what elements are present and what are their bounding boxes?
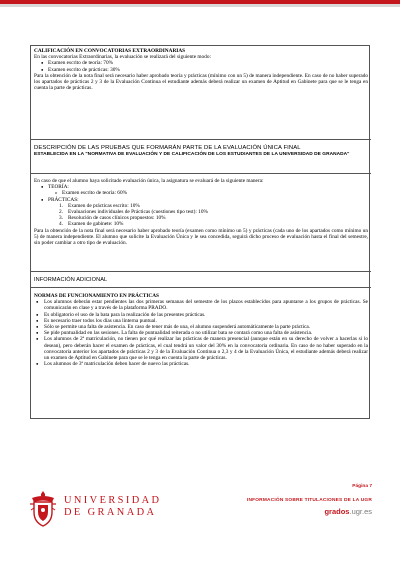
- extraordinary-intro: En las convocatorias Extraordinarias, la evaluación se realizará del siguiente modo:: [34, 54, 211, 61]
- extraordinary-title: CALIFICACIÓN EN CONVOCATORIAS EXTRAORDINARIAS: [34, 48, 186, 54]
- single-eval-title: DESCRIPCIÓN DE LAS PRUEBAS QUE FORMARÁN PARTE DE LA EVALUACIÓN ÚNICA FINAL: [34, 145, 301, 151]
- list-item: ● Es obligatorio el uso de la bata para la realización de las presentes prácticas.: [44, 312, 368, 318]
- list-item: ● Los alumnos de 3ª matriculación deben hacer de nuevo las prácticas.: [44, 361, 368, 367]
- rules-title: NORMAS DE FUNCIONAMIENTO EN PRÁCTICAS: [34, 293, 159, 299]
- list-item: ● Es necesario traer todos los días una linterna puntual.: [44, 318, 368, 324]
- item-number: 2.: [59, 209, 63, 216]
- list-item: ● Examen escrito de prácticas: 30%: [48, 67, 368, 73]
- list-item: ● Sólo se permite una falta de asistencia. En caso de tener más de una, el alumno suspenderá automáticamente la parte práctica.: [44, 324, 368, 330]
- practice-sublist: [48, 203, 368, 228]
- item-number: 1.: [59, 202, 63, 209]
- content-table: [30, 45, 370, 419]
- list-item: ● Se pide puntualidad en las sesiones. La falta de puntualidad reiterada o no utilizar bata se contará como una falta de asistencia.: [44, 330, 368, 336]
- extraordinary-section: [31, 46, 371, 140]
- single-eval-intro: En caso de que el alumno haya solicitado evaluación única, la asignatura se evaluará de la siguiente manera:: [34, 178, 264, 184]
- item-text: Evaluaciones individuales de Prácticas (cuestiones tipo test): 10%: [68, 209, 208, 216]
- list-item: ● Los alumnos deberán estar pendientes las dos primeras semanas del semestre de los plazos establecidos para apuntarse a los grupos de prácticas. Se comunicarán en clase y a través de la plataforma PRADO.: [44, 299, 368, 311]
- university-crest-icon: [28, 490, 58, 528]
- theory-item: [48, 184, 368, 196]
- single-eval-header: [31, 140, 371, 174]
- university-name-line1: UNIVERSIDAD: [64, 495, 162, 506]
- single-eval-list: [34, 184, 368, 227]
- grados-link[interactable]: [247, 507, 372, 516]
- practice-label: PRÁCTICAS:: [48, 196, 79, 203]
- rules-section: [31, 288, 371, 420]
- list-item: ● Examen escrito de teoría: 70%: [48, 60, 368, 66]
- extraordinary-closing: Para la obtención de la nota final será necesario haber aprobado teoría y prácticas (mínimo con un 5) de manera independiente. En caso de no haber superado los apartados de prácticas 2 y 3 de la Evaluación Continua el estudiante además deberá realizar un examen de Aptitud en Gabinete para que se le tenga en cuenta la parte de prácticas.: [34, 72, 368, 92]
- additional-info-header: [31, 272, 371, 288]
- item-text: Resolución de casos clínicos propuestos: 10%: [68, 215, 166, 222]
- list-item: [59, 221, 368, 228]
- single-eval-subtitle: ESTABLECIDA EN LA "NORMATIVA DE EVALUACIÓN Y DE CALIFICACIÓN DE LOS ESTUDIANTES DE LA UNIVERSIDAD DE GRANADA": [34, 151, 350, 157]
- single-eval-closing: Para la obtención de la nota final será necesario haber aprobado teoría (examen como mínimo un 5) y prácticas (cada uno de los apartados como mínimo un 5) de manera independiente. El alumno que solicite la Evaluación Única y le sea concedida, seguirá dicho proceso de evaluación hasta el final del semestre, sin poder cambiar a otro tipo de evaluación.: [34, 227, 368, 247]
- additional-info-title: INFORMACIÓN ADICIONAL: [34, 277, 108, 283]
- university-name-line2: DE GRANADA: [64, 507, 157, 518]
- item-number: 4.: [59, 221, 63, 228]
- extraordinary-list: [34, 60, 368, 72]
- grados-domain: .ugr.es: [349, 507, 372, 516]
- page-number: Página 7: [352, 484, 372, 489]
- theory-label: TEORÍA:: [48, 184, 69, 191]
- page-footer: [0, 470, 400, 566]
- single-eval-section: [31, 174, 371, 272]
- practice-item: [48, 197, 368, 228]
- footer-info: [247, 484, 372, 516]
- university-name: [64, 495, 161, 519]
- top-gray-stripe: [0, 4, 400, 7]
- top-brand-bar: [0, 0, 400, 18]
- rules-list: [34, 299, 368, 367]
- list-item: ● Los alumnos de 2ª matriculación, no tienen por qué realizar las prácticas de manera presencial (aunque están en su derecho de volver a hacerlas si lo desean), pero deberán hacer el examen de prácticas, el cual tendrá un valor del 30% en la convocatoria ordinaria. En caso de no haber superado en la convocatoria anterior los apartados de prácticas 2 y 3 de la Evaluación Continua o 2,3 y 4 de la Evaluación Única, el estudiante además deberá realizar un examen de Aptitud en Gabinete para que se le tenga en cuenta la parte de prácticas.: [44, 336, 368, 361]
- grados-text: grados: [324, 507, 350, 516]
- list-item: o Examen escrito de teoría: 60%: [62, 190, 368, 196]
- item-number: 3.: [59, 215, 63, 222]
- item-text: Examen de gabinete: 10%: [68, 221, 124, 228]
- footer-info-text: INFORMACIÓN SOBRE TITULACIONES DE LA UGR: [246, 498, 372, 503]
- item-text: Examen de prácticas escrito: 10%: [68, 202, 140, 209]
